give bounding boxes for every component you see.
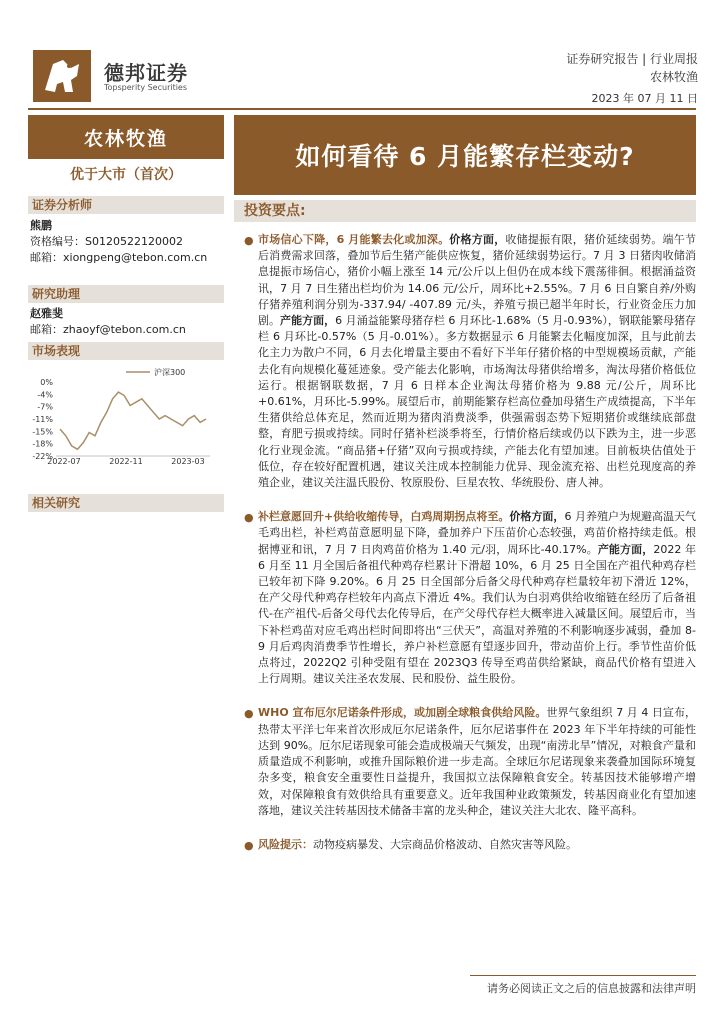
- assistant-header: 研究助理: [28, 285, 224, 303]
- invest-header: 投资要点:: [234, 200, 696, 222]
- bullet-icon: ●: [244, 511, 254, 525]
- y-tick-label: -22%: [32, 452, 53, 461]
- point-lead: 补栏意愿回升+供给收缩传导，白鸡周期拐点将至。: [258, 510, 510, 524]
- assistant-name: 赵雅斐: [30, 307, 63, 320]
- related-header: 相关研究: [28, 494, 224, 512]
- analyst-header: 证券分析师: [28, 196, 224, 214]
- invest-point: [244, 837, 696, 853]
- point-text: 价格方面，: [449, 233, 506, 246]
- analyst-email[interactable]: 邮箱：xiongpeng@tebon.com.cn: [30, 251, 208, 264]
- assistant-email[interactable]: 邮箱：zhaoyf@tebon.com.cn: [30, 323, 186, 336]
- point-text: 世界气象组织 7 月 4 日宣布，热带太平洋七年来首次形成厄尔尼诺条件，厄尔尼诺事件在 2023 年下半年持续的可能性达到 90%。厄尔尼诺现象可能会造成极端天气频发，出现“南涝北旱”情况，对粮食产量和质量造成不利影响，或推升国际粮价进一步走高。全球厄尔尼诺现象来袭叠加国际环境复杂多变，粮食安全重要性日益提升，我国拟立法保障粮食安全。转基因技术能够增产增效，对保障粮食有效供给具有重要意义。近年我国种业政策频发，转基因商业化有望加速落地，建议关注转基因技术储备丰富的龙头种企，建议关注大北农、隆平高科。: [258, 706, 696, 817]
- invest-point: [244, 705, 696, 818]
- point-text: 收储提振有限，猪价延续弱势。端午节后消费需求回落，叠加节后生猪产能供应恢复，猪价延续弱势运行。7 月 3 日猪肉收储消息提振市场信心，猪价小幅上涨至 14 元/公斤以上但仍在成本线下震荡徘徊。根据涌益资讯，7 月 7 日生猪出栏均价为 14.06 元/公斤，周环比+2.55%。7 月 6 日自繁自养/外购仔猪养殖利润分别为-337.94/ -407.89 元/头，养殖亏损已超半年时长，行业资金压力加剧。: [258, 233, 697, 328]
- header-divider: [28, 108, 696, 110]
- series-line-hs300: [60, 392, 206, 449]
- x-tick-label: 2022-11: [109, 457, 143, 466]
- market-chart: [28, 366, 220, 466]
- invest-point: [244, 232, 696, 491]
- point-text: 产能方面，: [280, 314, 336, 328]
- point-text: 6 月涌益能繁母猪存栏 6 月环比-1.68%（5 月-0.93%），钢联能繁母猪存栏 6 月环比-0.57%（5 月-0.01%）。多方数据显示 6 月能繁去化幅度加深，且与此前去化主力为散户不同，6 月去化增量主要由不看好下半年仔猪价格的中型规模场贡献，产能去化有向规模化蔓延迹象。受产能去化影响，市场淘汰母猪供给增多，淘汰母猪价格低位运行。根据钢联数据，7 月 6 日样本企业淘汰母猪价格为 9.88 元/公斤，周环比+0.61%，月环比-5.99%。展望后市，前期能繁存栏高位叠加母猪生产成绩提高，下半年生猪供给总体充足，然而近期为猪肉消费淡季，供强需弱态势下短期猪价或继续底部盘整，育肥亏损或持续。同时仔猪补栏淡季将至，行情价格后续或仍以下跌为主，进一步恶化行业现金流。“商品猪+仔猪”双向亏损或持续，产能去化有望加速。目前板块估值处于低位，存在较好配置机遇，建议关注成本控制能力优异、现金流充裕、出栏兑现度高的养殖企业，建议关注温氏股份、牧原股份、巨星农牧、华统股份、唐人神。: [258, 314, 697, 490]
- point-lead: 风险提示：: [258, 837, 313, 851]
- point-lead: WHO 宣布厄尔尼诺条件形成，或加剧全球粮食供给风险。: [258, 706, 547, 720]
- legend-label: 沪深300: [154, 368, 186, 377]
- sector-banner: 农林牧渔: [28, 115, 224, 159]
- footer-divider: [470, 975, 696, 976]
- analyst-name: 熊鹏: [30, 219, 52, 232]
- y-tick-label: -15%: [32, 427, 53, 437]
- x-tick-label: 2023-03: [171, 457, 205, 466]
- y-tick-label: 0%: [40, 378, 53, 387]
- market-header: 市场表现: [28, 342, 224, 360]
- invest-point: [244, 509, 696, 687]
- y-tick-label: -4%: [37, 390, 53, 400]
- bullet-icon: ●: [244, 838, 254, 852]
- bullet-icon: ●: [244, 707, 254, 721]
- point-text: 产能方面，: [597, 542, 654, 556]
- y-tick-label: -18%: [32, 439, 53, 449]
- invest-points: [244, 232, 696, 871]
- disclaimer-footer: 请务必阅读正文之后的信息披露和法律声明: [487, 982, 696, 995]
- rating: 优于大市（首次）: [70, 167, 182, 183]
- report-type: 证券研究报告 | 行业周报: [566, 52, 698, 66]
- y-tick-label: -7%: [37, 402, 53, 412]
- point-text: 6 月养殖户为规避高温天气毛鸡出栏，补栏鸡苗意愿明显下降，叠加养户下压苗价心态较强，鸡苗价格持续走低。根据博亚和讯，7 月 7 日肉鸡苗价格为 1.40 元/羽，周环比-40.17%。: [258, 510, 697, 556]
- point-text: 价格方面，: [509, 510, 565, 524]
- x-tick-label: 2022-07: [47, 457, 81, 466]
- brand-name-en: Topsperity Securities: [104, 83, 188, 92]
- brand-name: 德邦证券: [104, 61, 188, 85]
- y-tick-label: -11%: [32, 415, 53, 424]
- page-title: 如何看待 6 月能繁存栏变动?: [234, 115, 696, 195]
- bullet-icon: ●: [244, 234, 254, 247]
- analyst-cert: 资格编号：S0120522120002: [30, 235, 183, 248]
- point-text: 动物疫病暴发、大宗商品价格波动、自然灾害等风险。: [313, 837, 577, 851]
- point-text: 2022 年 6 月至 11 月全国后备祖代种鸡存栏累计下滑超 10%，6 月 25 日全国在产祖代种鸡存栏已较年初下降 9.20%。6 月 25 日全国部分后备父母代种鸡存栏量较年初下滑近 12%，在产父母代种鸡存栏较年内高点下滑近 4%。我们认为白羽鸡供给收缩链在经历了后备祖代-在产祖代-后备父母代去化传导后，在产父母代存栏大概率进入减量区间。展望后市，当下补栏鸡苗对应毛鸡出栏时间即将出“三伏天”，高温对养殖的不利影响逐步减弱，叠加 8-9 月后鸡肉消费季节性增长，养户补栏意愿有望逐步回升，带动苗价上行。季节性苗价低点将过，2022Q2 引种受阻有望在 2023Q3 传导至鸡苗供给紧缺，商品代价格有望进入上行周期。建议关注圣农发展、民和股份、益生股份。: [258, 542, 696, 686]
- brand-logo-icon: [33, 50, 91, 102]
- report-date: 2023 年 07 月 11 日: [591, 92, 698, 105]
- point-lead: 市场信心下降，6 月能繁去化或加深。: [258, 233, 450, 246]
- header-sector: 农林牧渔: [649, 70, 698, 84]
